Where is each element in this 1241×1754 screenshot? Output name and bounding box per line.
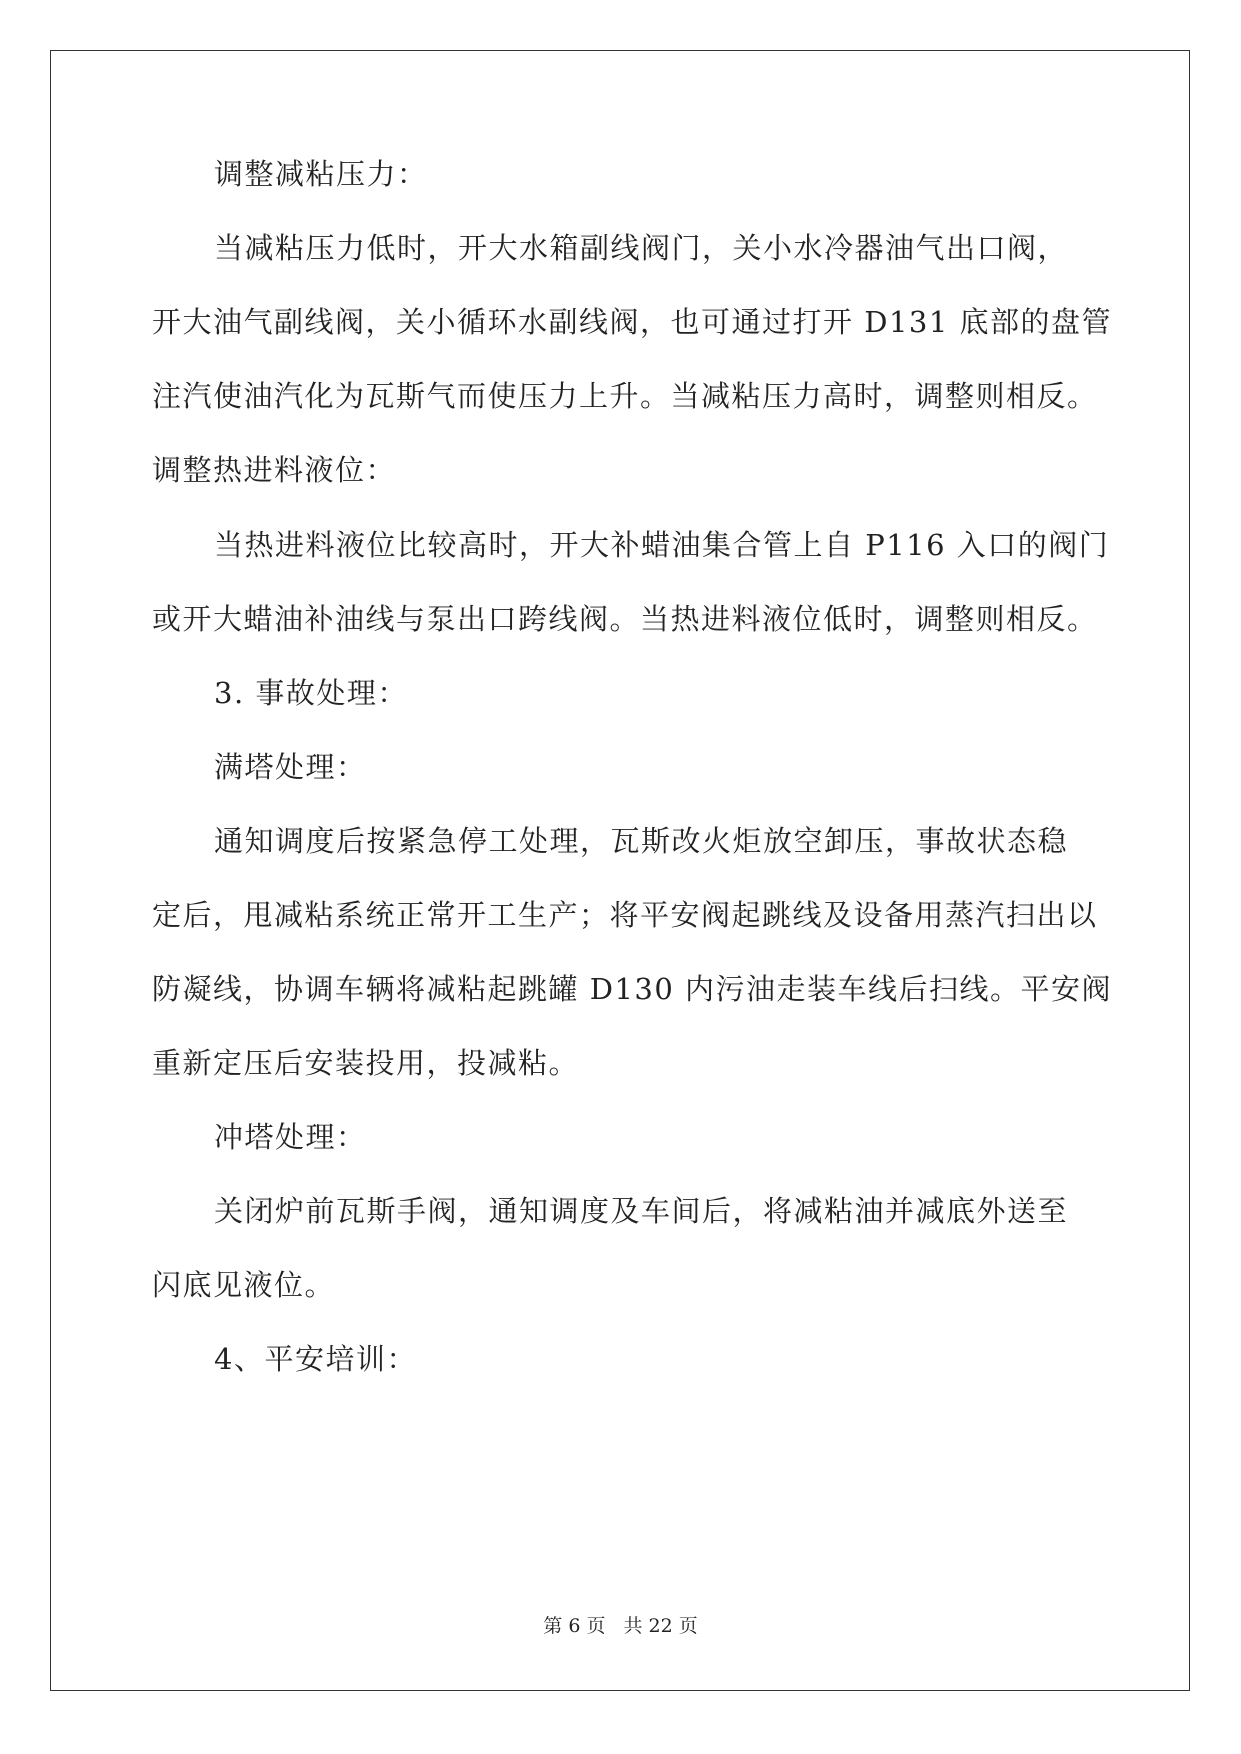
heading-flush-tower: 冲塔处理：: [214, 1120, 367, 1154]
heading-full-tower: 满塔处理：: [214, 750, 367, 784]
paragraph-line: 或开大蜡油补油线与泵出口跨线阀。当热进料液位低时，调整则相反。: [152, 602, 1098, 636]
heading-safety-training: 4、平安培训：: [214, 1342, 417, 1376]
heading-accident-handling: 3. 事故处理：: [214, 676, 408, 710]
paragraph-line: 当减粘压力低时，开大水箱副线阀门，关小水冷器油气出口阀，: [214, 231, 1069, 265]
paragraph-line: 定后，甩减粘系统正常开工生产；将平安阀起跳线及设备用蒸汽扫出以: [152, 898, 1098, 932]
page-total: 共 22 页: [623, 1615, 698, 1637]
page-border: [50, 50, 1190, 1691]
heading-adjust-pressure: 调整减粘压力：: [214, 157, 428, 191]
paragraph-line: 注汽使油汽化为瓦斯气而使压力上升。当减粘压力高时，调整则相反。: [152, 379, 1098, 413]
paragraph-line: 闪底见液位。: [152, 1268, 336, 1302]
page-footer: [0, 1614, 1241, 1638]
paragraph-line: 重新定压后安装投用，投减粘。: [152, 1046, 580, 1080]
paragraph-line: 防凝线，协调车辆将减粘起跳罐 D130 内污油走装车线后扫线。平安阀: [152, 972, 1113, 1006]
page-number: 第 6 页: [543, 1615, 606, 1637]
paragraph-line: 当热进料液位比较高时，开大补蜡油集合管上自 P116 入口的阀门: [214, 528, 1110, 562]
paragraph-line: 通知调度后按紧急停工处理，瓦斯改火炬放空卸压，事故状态稳: [214, 824, 1069, 858]
paragraph-line: 关闭炉前瓦斯手阀，通知调度及车间后，将减粘油并减底外送至: [214, 1194, 1069, 1228]
heading-adjust-level: 调整热进料液位：: [152, 453, 397, 487]
paragraph-line: 开大油气副线阀，关小循环水副线阀，也可通过打开 D131 底部的盘管: [152, 305, 1113, 339]
